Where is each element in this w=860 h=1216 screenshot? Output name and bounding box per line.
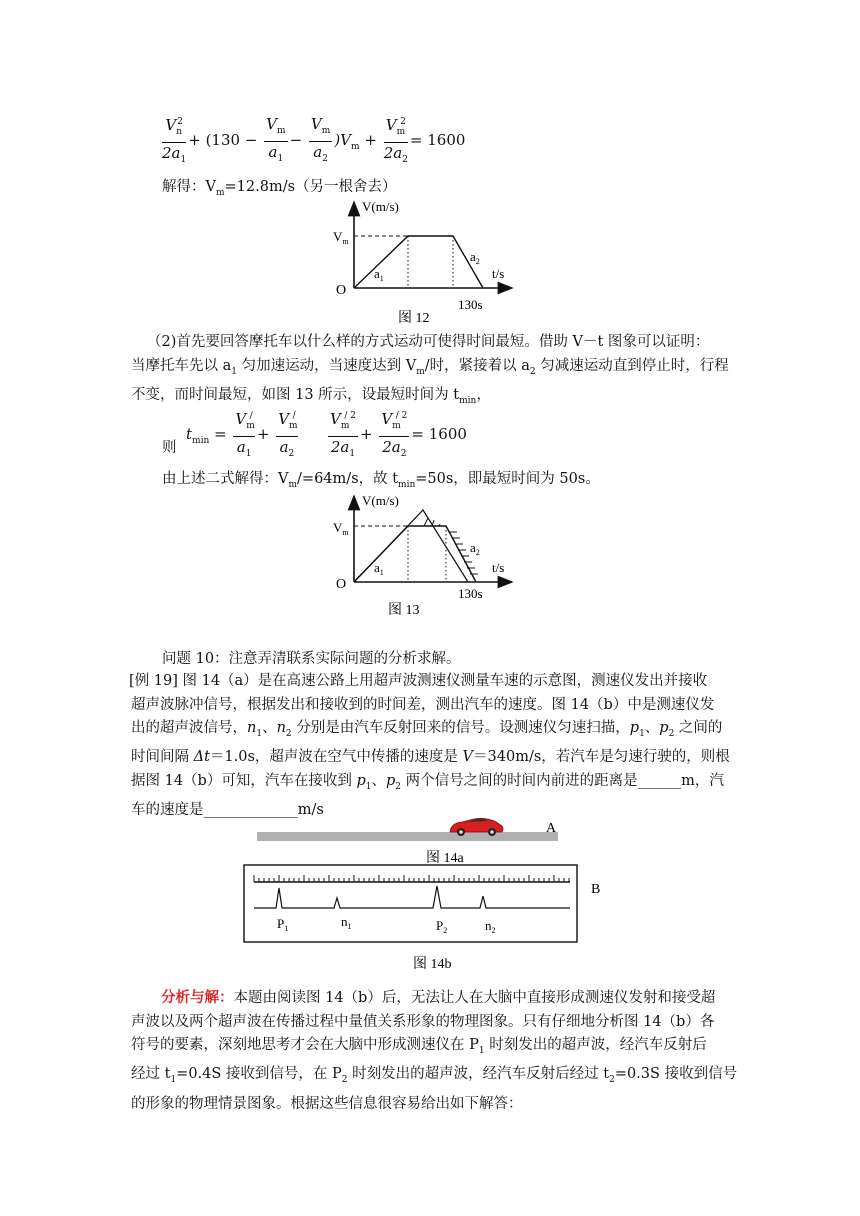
analysis-paragraph: 分析与解：本题由阅读图 14（b）后，无法让人在大脑中直接形成测速仪发射和接受超 声波以及两个超声波在传播过程中量值关系形象的物理图象。只有仔细地分析图 14（b）各 符号的要素，深刻地思考才会在大脑中形成测速仪在 $P_1$ 时刻发出的超声波，经汽车反射后 经过 $t_1=0.4S$ 接收到信号，在 $P_2$ 时刻发出的超声波，经汽车反射后经过 $t_2=0.3S$ 接收到信号 的形象的物理情景图象。根据这些信息很容易给出如下解答：: [131, 989, 738, 1112]
time-scale-ticks: [254, 875, 569, 882]
figure-13-caption: 图 13: [388, 603, 420, 618]
a2-label: $a_2$: [470, 249, 480, 266]
label-p1: $P_1$: [277, 916, 289, 933]
fraction-vm-a2: $\frac{V_m}{a_2}$: [310, 114, 331, 164]
speed-blank[interactable]: _____________: [203, 802, 298, 819]
paragraph-2: （2)首先要回答摩托车以什么样的方式运动可使得时间最短。借助 V－t 图象可以证明： 当摩托车先以 $a_1$ 匀加速运动，当速度达到 $V_m/$时，紧接着以 $a_2$ 匀减速运动直到停止时，行程 不变，而时间最短，如图 13 所示，设最短时间为 $t_{min}$，: [131, 334, 729, 406]
label-b: B: [591, 882, 601, 897]
t-axis-label: t/s: [492, 266, 505, 281]
vm-label: $V_m$: [333, 229, 349, 246]
figure-14a-road: [250, 810, 570, 866]
y-axis-label: V(m/s): [362, 199, 399, 214]
question-10-title: 问题 10：注意弄清联系实际问题的分析求解。: [162, 651, 461, 667]
figure-14b-caption: 图 14b: [413, 957, 452, 972]
fraction-vm-prime2-2a1: $\frac{V_m^{/ 2}}{2a_1}$: [328, 406, 358, 464]
figure-12-caption: 图 12: [398, 311, 430, 326]
analysis-heading: 分析与解：: [161, 989, 234, 1006]
fraction-vm-prime-a1: $\frac{V_m^/}{a_1}$: [233, 406, 254, 464]
ze-label: 则: [162, 440, 177, 456]
a1-label: $a_1$: [374, 560, 384, 577]
equation-1: $\frac{V_n^2}{2a_1}$ + (130 − $\frac{V_m}{a_1}$ − $\frac{V_m}{a_2}$ )$V_m$ + $\frac{V_m^2}{2a_2}$ = 1600: [160, 112, 465, 170]
origin-label: O: [336, 577, 347, 592]
velocity-profile: [354, 526, 476, 582]
equation-tmin: $t_{min}$ = $\frac{V_m^/}{a_1}$ + $\frac{V_m^/}{a_2}$: [186, 406, 300, 464]
figure-14b-signals: [240, 862, 620, 974]
signal-trace: [254, 886, 570, 908]
label-a: A: [546, 821, 557, 836]
figure-14a-caption: 图 14a: [426, 851, 464, 866]
fraction-vm-a1: $\frac{V_m}{a_1}$: [266, 114, 286, 164]
fraction-vm2-2a2: $\frac{V_m^2}{2a_2}$: [384, 112, 408, 170]
solution-line-2: 由上述二式解得：$V_m/=64m/s$，故 $t_{min}=50s$，即最短时间为 50s。: [162, 471, 600, 490]
example-19: [例 19] 图 14（a）是在高速公路上用超声波测速仪测量车速的示意图，测速仪发出并接收 超声波脉冲信号，根据发出和接收到的时间差，测出汽车的速度。图 14（b）中是测速仪发 出的超声波信号，$n_1$、$n_2$ 分别是由汽车反射回来的信号。设测速仪匀速扫描，$p_1$、$p_2$ 之间的 时间间隔 Δt＝1.0s，超声波在空气中传播的速度是 V＝340m/s，若汽车是匀速行驶的，则根 据图 14（b）可知，汽车在接收到 $p_1$、$p_2$ 两个信号之间的时间内前进的距离是______m，汽 车的速度是_____________m/s: [129, 673, 730, 819]
equation-distance: $\frac{V_m^{/ 2}}{2a_1}$ + $\frac{V_m^{/ 2}}{2a_2}$ = 1600: [326, 406, 467, 464]
y-axis-label: V(m/s): [362, 493, 399, 508]
a1-label: $a_1$: [374, 266, 384, 283]
tick-130s: 130s: [458, 586, 483, 601]
figure-12-vt-graph: [328, 196, 528, 328]
a2-label: $a_2$: [470, 540, 480, 557]
label-n2: $n_2$: [485, 918, 496, 935]
label-n1: $n_1$: [341, 914, 352, 931]
label-p2: $P_2$: [436, 918, 448, 935]
road-surface: [257, 832, 558, 841]
figure-13-vt-graph: [328, 490, 528, 620]
distance-blank[interactable]: ______: [637, 772, 682, 789]
tick-130s: 130s: [458, 297, 483, 312]
optimal-triangle: [354, 510, 468, 582]
vm-label: $V_m$: [333, 520, 349, 537]
signal-panel-frame: [244, 865, 577, 942]
solution-line-1: 解得：$V_m=12.8m/s$（另一根舍去）: [162, 179, 397, 198]
fraction-vm-prime-a2: $\frac{V_m^/}{a_2}$: [276, 406, 297, 464]
fraction-vn2-2a1: $\frac{V_n^2}{2a_1}$: [162, 112, 186, 170]
fraction-vm-prime2-2a2: $\frac{V_m^{/ 2}}{2a_2}$: [379, 406, 409, 464]
origin-label: O: [336, 283, 347, 298]
t-axis-label: t/s: [492, 560, 505, 575]
